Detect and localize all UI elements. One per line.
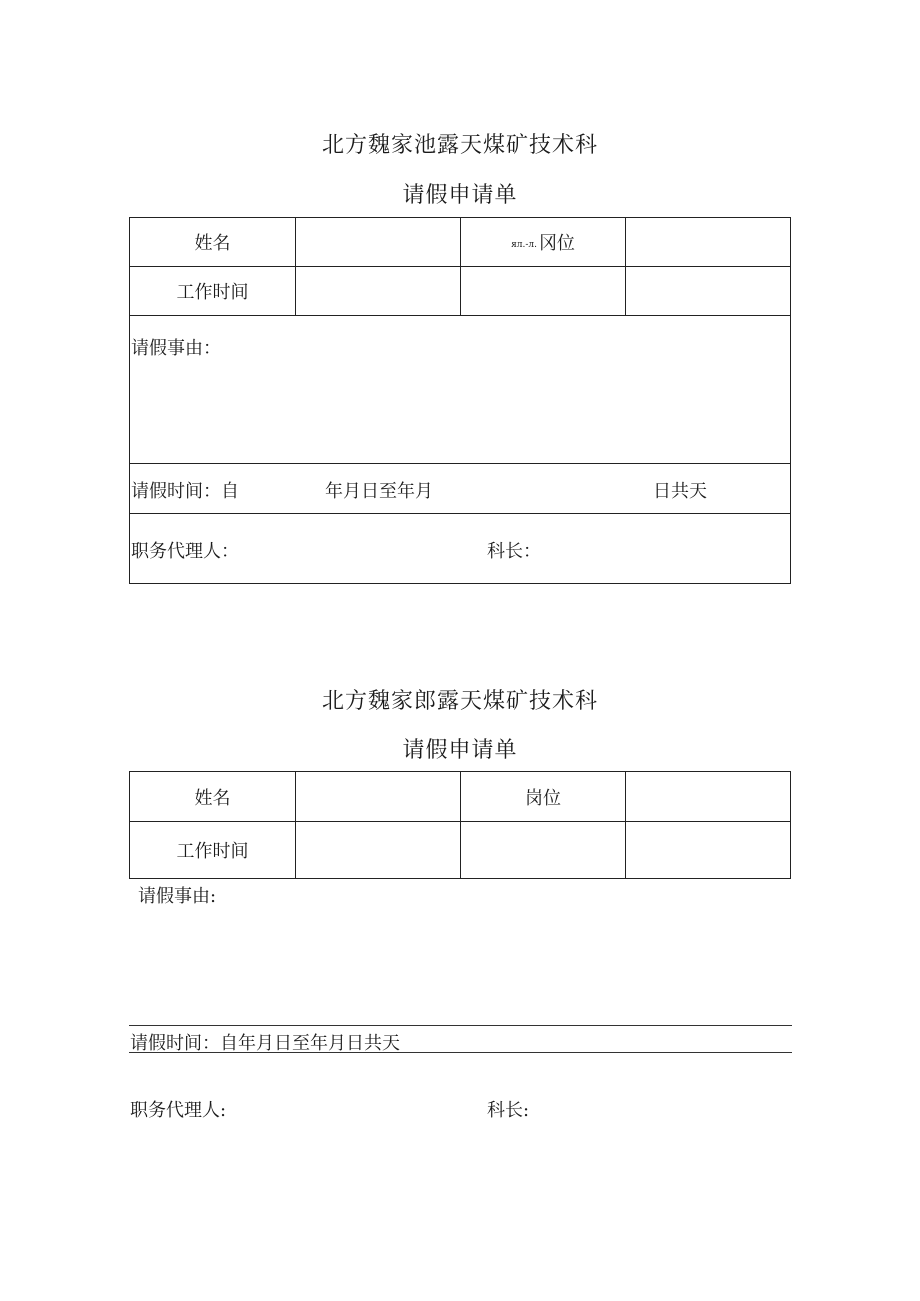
form1-name-label: 姓名 xyxy=(130,218,296,267)
form1-chief-label: 科长： xyxy=(487,541,541,562)
form1-deputy-label: 职务代理人： xyxy=(131,541,239,562)
form1-work-time-value-3[interactable] xyxy=(626,267,791,316)
form2-work-time-value-3[interactable] xyxy=(626,822,791,879)
form1-position-prefix: ял.-л. xyxy=(511,240,537,250)
form2-name-value[interactable] xyxy=(296,772,461,822)
form1-subtitle: 请假申请单 xyxy=(402,183,518,208)
form1-position-label xyxy=(461,218,626,267)
form1-leave-time-mid: 年月日至年月 xyxy=(325,481,433,502)
form1-leave-time-label: 请假时间：自 xyxy=(131,481,239,502)
form1-position-value[interactable] xyxy=(626,218,791,267)
form2-leave-time-label: 请假时间：自年月日至年月日共天 xyxy=(130,1033,400,1054)
form2-position-label: 岗位 xyxy=(461,772,626,822)
form1-name-value[interactable] xyxy=(296,218,461,267)
form1-reason-label: 请假事由： xyxy=(131,338,221,359)
form1-work-time-value-2[interactable] xyxy=(461,267,626,316)
form1-table xyxy=(129,217,791,584)
form1-leave-time-cell[interactable] xyxy=(130,464,791,514)
form2-leave-bottom-line xyxy=(129,1052,792,1053)
form2-position-value[interactable] xyxy=(626,772,791,822)
form2-work-time-value-1[interactable] xyxy=(296,822,461,879)
form1-reason-cell[interactable] xyxy=(130,316,791,464)
form1-work-time-label: 工作时间 xyxy=(130,267,296,316)
form1-position-label-text: 冈位 xyxy=(538,233,575,254)
form1-work-time-value-1[interactable] xyxy=(296,267,461,316)
form2-chief-label: 科长: xyxy=(487,1100,530,1121)
form2-work-time-value-2[interactable] xyxy=(461,822,626,879)
form1-leave-time-end: 日共天 xyxy=(653,481,707,502)
form2-work-time-label: 工作时间 xyxy=(130,822,296,879)
form1-sign-cell[interactable] xyxy=(130,514,791,584)
form2-reason-label: 请假事由: xyxy=(138,886,217,907)
form1-title: 北方魏家池露天煤矿技术科 xyxy=(321,133,598,158)
form2-title: 北方魏家郎露天煤矿技术科 xyxy=(321,689,598,714)
form2-name-label: 姓名 xyxy=(130,772,296,822)
form2-leave-top-line xyxy=(129,1025,792,1026)
form2-deputy-label: 职务代理人: xyxy=(130,1100,227,1121)
form2-subtitle: 请假申请单 xyxy=(402,738,518,763)
form2-table xyxy=(129,771,791,879)
